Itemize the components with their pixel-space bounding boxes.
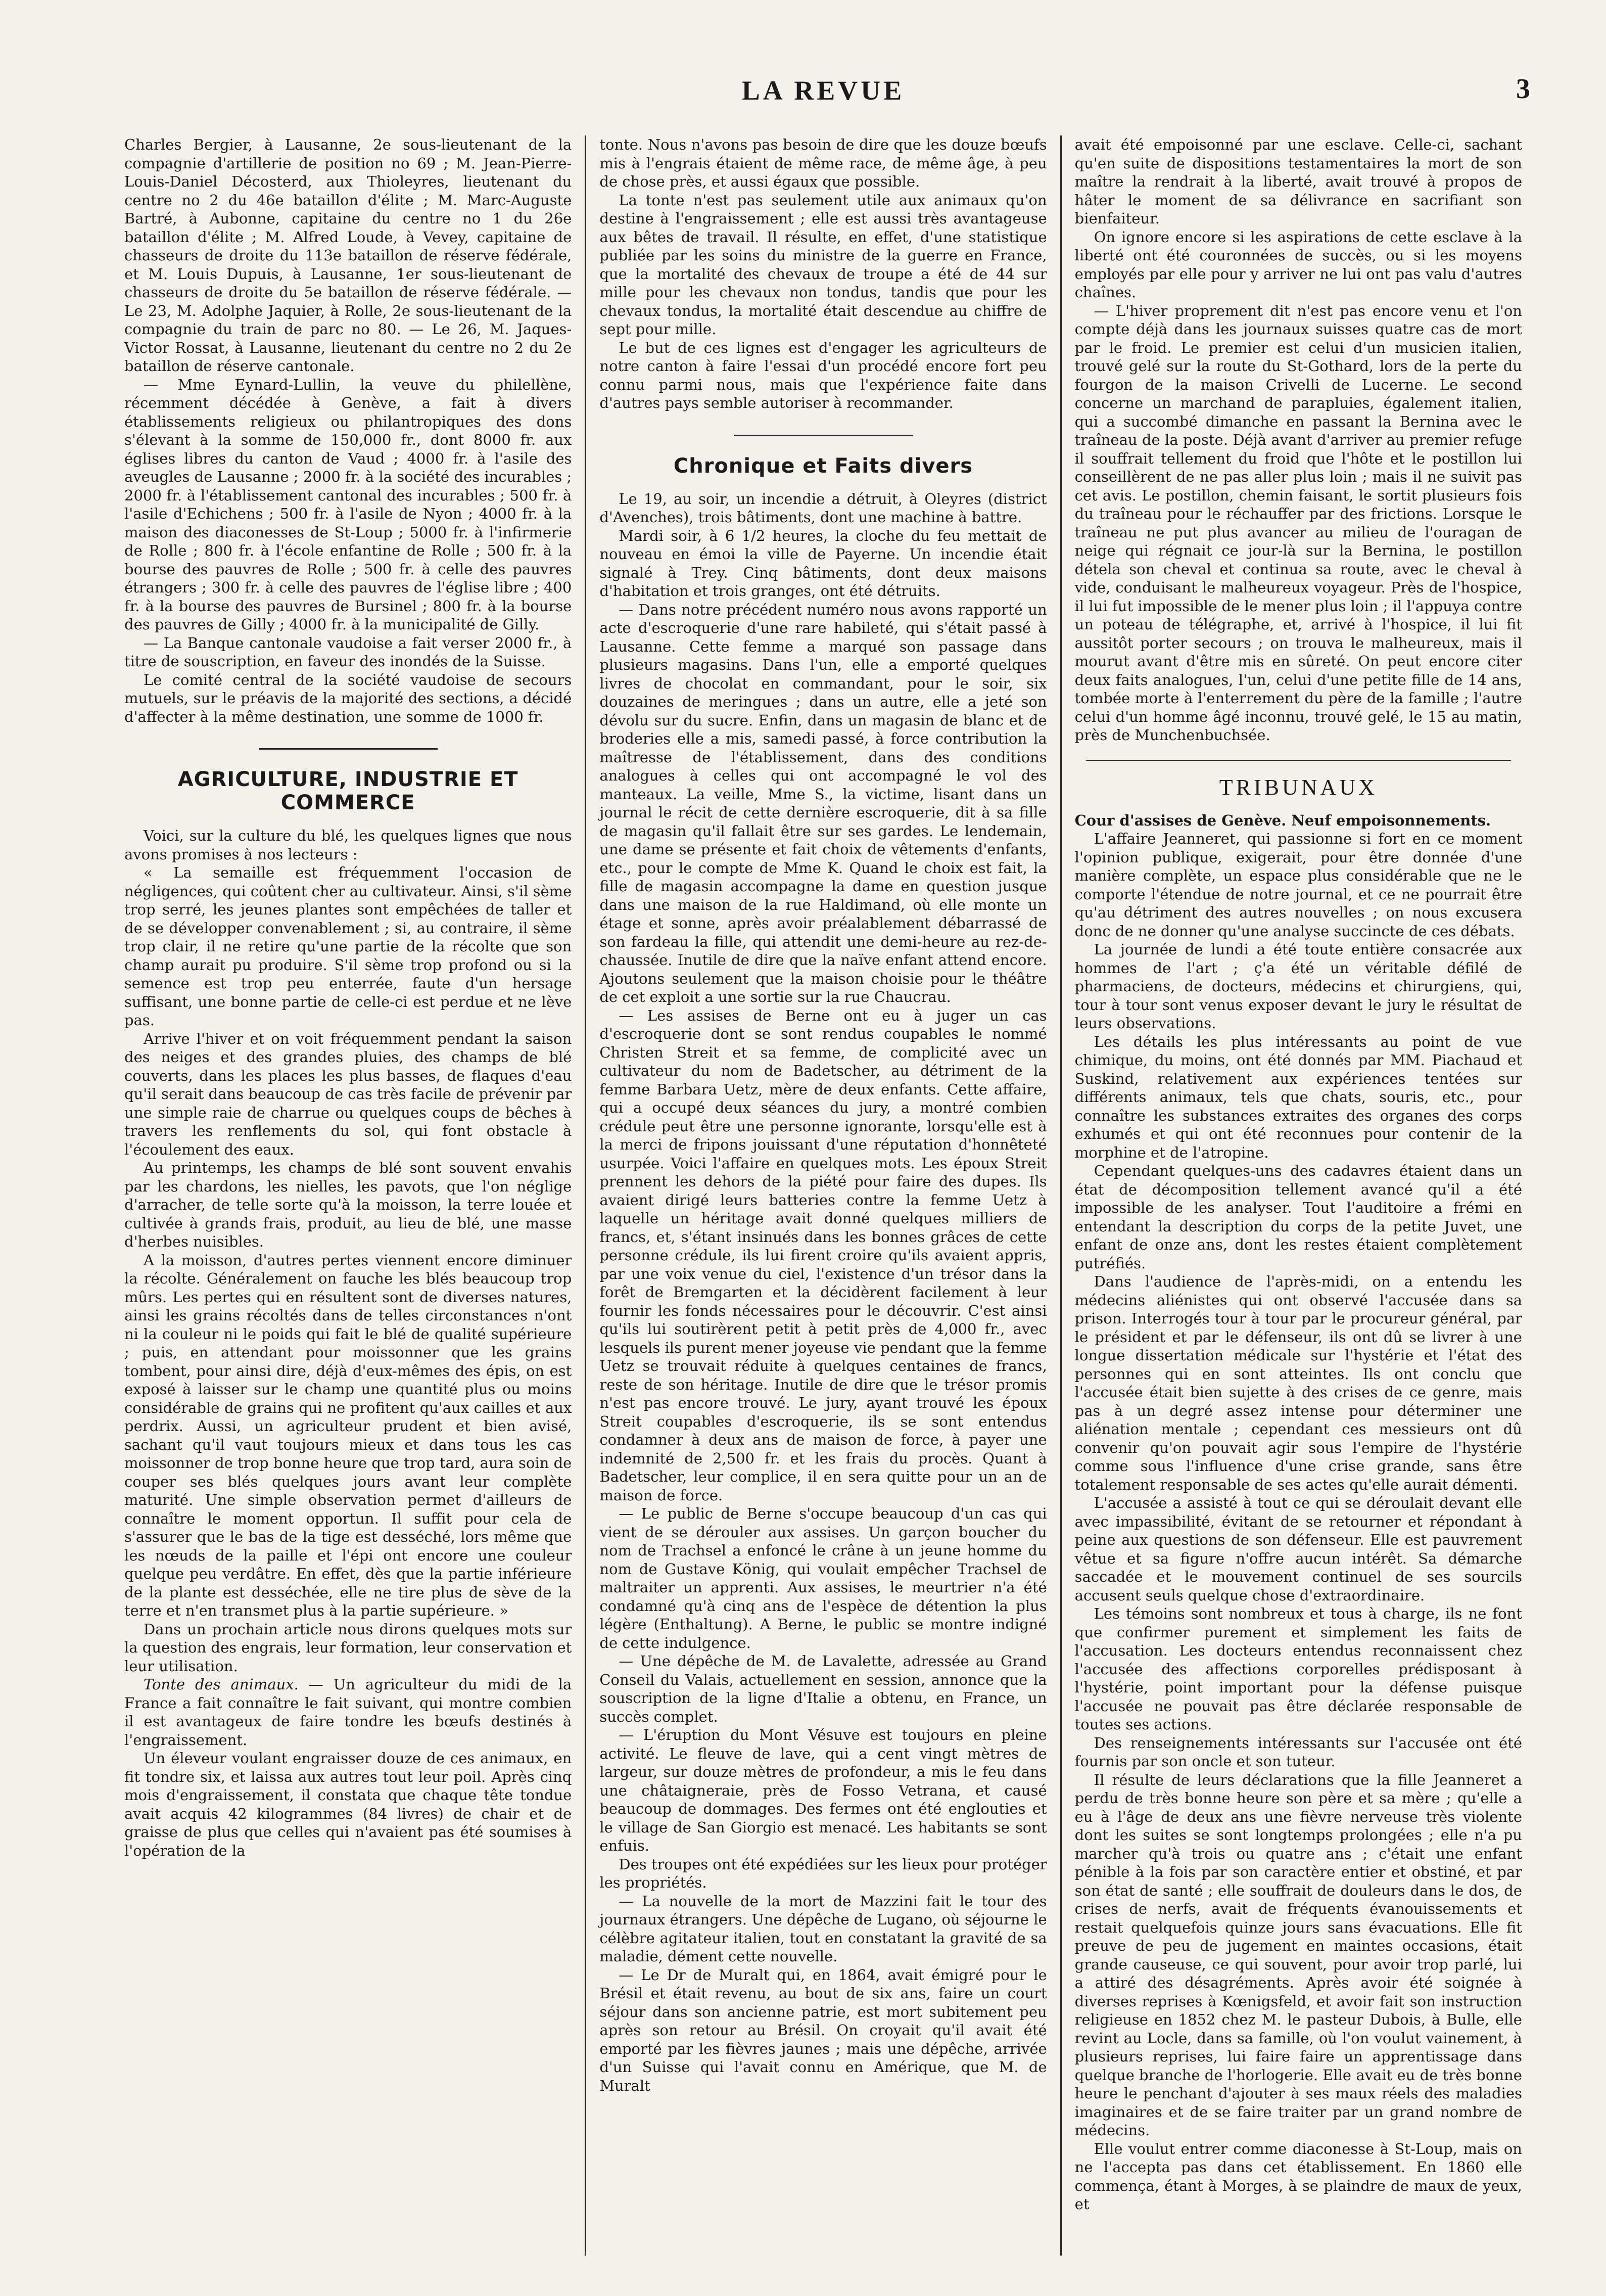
article-paragraph: A la moisson, d'autres pertes viennent encore diminuer la récolte. Généralement on fauche les blés beaucoup trop mûrs. Les pertes qui en résultent sont de diverses natures, ainsi les grains récoltés dans de telles circonstances n'ont ni la couleur ni le poids qui fait le blé de qualité supérieure ; puis, en attendant pour moissonner que les grains tombent, pour ainsi dire, déjà d'eux-mêmes des épis, on est exposé à laisser sur le champ une quantité plus ou moins considérable de grains qui ne profitent qu'aux cailles et aux perdrix. Aussi, un agriculteur prudent et bien avisé, sachant qu'il vaut toujours mieux et dans tous les cas moissonner de trop bonne heure que trop tard, aura soin de couper ses blés quelques jours avant leur complète maturité. Une simple observation permet d'ailleurs de connaître le moment opportun. Il suffit pour cela de s'assurer que le bas de la tige est desséché, lors même que les nœuds de la paille et l'épi ont encore une couleur quelque peu verdâtre. En effet, dès que la partie inférieure de la plante est desséchée, elle ne tire plus de sève de la terre et n'en transmet plus à la partie supérieure. » bbox=[124, 1251, 572, 1619]
subheading: Cour d'assises de Genève. Neuf empoisonnements. bbox=[1074, 811, 1491, 829]
article-paragraph: — Les assises de Berne ont eu à juger un cas d'escroquerie dont se sont rendus coupables le nommé Christen Streit et sa femme, de complicité avec un cultivateur du nom de Badetscher, au détriment de la femme Barbara Uetz, mère de deux enfants. Cette affaire, qui a occupé deux séances du jury, a montré combien crédule peut être une personne ignorante, lorsqu'elle est à la merci de fripons jouissant d'une réputation d'honnêteté usurpée. Voici l'affaire en quelques mots. Les époux Streit prennent les dehors de la piété pour faire des dupes. Ils avaient dirigé leurs batteries contre la femme Uetz à laquelle un héritage avait donné quelques milliers de francs, et, s'étant insinués dans les bonnes grâces de cette personne crédule, ils lui firent croire qu'ils avaient appris, par une voix venue du ciel, l'existence d'un trésor dans la forêt de Bremgarten et la décidèrent facilement à leur fournir les fonds nécessaires pour le découvrir. C'est ainsi qu'ils lui soutirèrent petit à petit près de 4,000 fr., avec lesquels ils purent mener joyeuse vie pendant que la femme Uetz se trouvait réduite à quelques centaines de francs, reste de son héritage. Inutile de dire que le trésor promis n'est pas encore trouvé. Le jury, ayant trouvé les époux Streit coupables d'escroquerie, ils se sont entendus condamner à deux ans de maison de force, à payer une indemnité de 2,500 fr. et les frais du procès. Quant à Badetscher, leur complice, il en sera quitte pour un an de maison de force. bbox=[599, 1006, 1047, 1504]
article-paragraph: Charles Bergier, à Lausanne, 2e sous-lieutenant de la compagnie d'artillerie de position no 69 ; M. Jean-Pierre-Louis-Daniel Décosterd, aux Thioleyres, lieutenant du centre no 2 du 46e bataillon d'élite ; M. Marc-Auguste Bartré, à Aubonne, capitaine du centre no 1 du 26e bataillon d'élite ; M. Alfred Loude, à Vevey, capitaine de chasseurs de droite du 113e bataillon de réserve fédérale, et M. Louis Dupuis, à Lausanne, 1er sous-lieutenant de chasseurs de droite du 5e bataillon de réserve fédérale. — Le 23, M. Adolphe Jaquier, à Rolle, 2e sous-lieutenant de la compagnie du train de parc no 80. — Le 26, M. Jaques-Victor Rossat, à Lausanne, lieutenant du centre no 2 du 2e bataillon de réserve cantonale. bbox=[124, 136, 572, 375]
column-1 bbox=[111, 135, 585, 2256]
article-paragraph: — La nouvelle de la mort de Mazzini fait le tour des journaux étrangers. Une dépêche de Lugano, où séjourne le célèbre agitateur italien, tout en constatant la gravité de sa maladie, dément cette nouvelle. bbox=[599, 1892, 1047, 1965]
article-paragraph: — L'éruption du Mont Vésuve est toujours en pleine activité. Le fleuve de lave, qui a cent vingt mètres de largeur, sur douze mètres de profondeur, a mis le feu dans une châtaigneraie, près de Fosso Vetrana, et causé beaucoup de dommages. Des fermes ont été englouties et le village de San Giorgio est menacé. Les habitants se sont enfuis. bbox=[599, 1726, 1047, 1854]
article-paragraph: L'affaire Jeanneret, qui passionne si fort en ce moment l'opinion publique, exigerait, pour être donnée d'une manière complète, un espace plus considérable que ne le comporte l'étendue de notre journal, et ce ne pourrait être qu'au détriment des autres nouvelles ; on nous excusera donc de ne donner qu'une analyse succincte de ces débats. bbox=[1074, 830, 1522, 940]
article-paragraph: Des troupes ont été expédiées sur les lieux pour protéger les propriétés. bbox=[599, 1855, 1047, 1891]
article-paragraph: Les témoins sont nombreux et tous à charge, ils ne font que confirmer purement et simplement les faits de l'accusation. Les docteurs entendus reconnaissent chez l'accusée des affections corporelles prédisposant à l'hystérie, point important pour la défense puisque l'accusée ne pouvait pas être déclarée responsable de toutes ses actions. bbox=[1074, 1605, 1522, 1733]
section-heading: AGRICULTURE, INDUSTRIE ET COMMERCE bbox=[177, 768, 518, 814]
article-paragraph: — Le Dr de Muralt qui, en 1864, avait émigré pour le Brésil et était revenu, au bout de six ans, faire un court séjour dans son ancienne patrie, est mort subitement peu après son retour au Brésil. On croyait qu'il avait été emporté par les fièvres jaunes ; mais une dépêche, arrivée d'un Suisse qui l'avait connu en Amérique, que M. de Muralt bbox=[599, 1966, 1047, 2094]
article-paragraph: L'accusée a assisté à tout ce qui se déroulait devant elle avec impassibilité, évitant de se retourner et répondant à peine aux questions de son défenseur. Elle est pauvrement vêtue et sa figure n'offre aucun intérêt. Sa démarche saccadée et le mouvement continuel de ses sourcils accusent seuls quelque chose d'extraordinaire. bbox=[1074, 1494, 1522, 1604]
section-divider bbox=[1086, 760, 1511, 761]
article-paragraph: — Mme Eynard-Lullin, la veuve du philellène, récemment décédée à Genève, a fait à divers établissements religieux ou philantropiques des dons s'élevant à la somme de 150,000 fr., dont 8000 fr. aux églises libres du canton de Vaud ; 4000 fr. à l'asile des aveugles de Lausanne ; 2000 fr. à la société des incurables ; 2000 fr. à l'établissement cantonal des incurables ; 500 fr. à l'asile d'Echichens ; 500 fr. à l'asile de Nyon ; 4000 fr. à la maison des diaconesses de St-Loup ; 5000 fr. à l'infirmerie de Rolle ; 800 fr. à l'école enfantine de Rolle ; 500 fr. à la bourse des pauvres de Rolle ; 500 fr. à celle des pauvres étrangers ; 300 fr. à celle des pauvres de l'église libre ; 400 fr. à la bourse des pauvres de Bursinel ; 800 fr. à la bourse des pauvres de Gilly ; 4000 fr. à la municipalité de Gilly. bbox=[124, 376, 572, 633]
article-paragraph: — Le public de Berne s'occupe beaucoup d'un cas qui vient de se dérouler aux assises. Un garçon boucher du nom de Trachsel a enfoncé le crâne à un jeune homme du nom de Gustave König, qui voulait empêcher Trachsel de maltraiter un apprenti. Aux assises, le meurtrier n'a été condamné qu'à cinq ans de l'espèce de détention la plus légère (Enthaltung). A Berne, le public se montre indigné de cette indulgence. bbox=[599, 1505, 1047, 1651]
article-paragraph: Il résulte de leurs déclarations que la fille Jeanneret a perdu de très bonne heure son père et sa mère ; qu'elle a eu à l'âge de deux ans une fièvre nerveuse très violente dont les suites se sont longtemps prolongées ; elle n'a pu marcher qu'à trois ou quatre ans ; c'était une enfant pénible à la fois par son caractère entier et obstiné, et par son état de santé ; elle souffrait de douleurs dans le dos, de crises de nerfs, avait de fréquents évanouissements et restait quelquefois quinze jours sans évacuations. Elle fit preuve de peu de jugement en maintes occasions, était grande causeuse, ce qui souvent, pour avoir trop parlé, lui a attiré des désagréments. Après avoir été soignée à diverses reprises à Kœnigsfeld, et avoir fait son instruction religieuse en 1852 chez M. le pasteur Dubois, à Bulle, elle revint au Locle, dans sa famille, où l'on voulut vainement, à plusieurs reprises, lui faire faire un apprentissage dans quelque branche de l'horlogerie. Elle avait eu de très bonne heure le penchant d'ajouter à ses maux réels des maladies imaginaires et de se faire traiter par un grand nombre de médecins. bbox=[1074, 1771, 1522, 2139]
article-paragraph: — L'hiver proprement dit n'est pas encore venu et l'on compte déjà dans les journaux suisses quatre cas de mort par le froid. Le premier est celui d'un musicien italien, trouvé gelé sur la route du St-Gothard, lors de la perte du fourgon de la maison Crivelli de Lucerne. Le second concerne un marchand de parapluies, également italien, qui a succombé dimanche en passant la Bernina avec le traîneau de la poste. Déjà avant d'arriver au premier refuge il souffrait tellement du froid que l'hôte et le postillon lui conseillèrent de ne pas aller plus loin ; mais il ne suivit pas cet avis. Le postillon, chemin faisant, le sortit plusieurs fois du traîneau pour le réchauffer par des frictions. Lorsque le traîneau ne put plus avancer au milieu de l'ouragan de neige qui régnait ce jour-là sur la Bernina, le postillon détela son cheval et continua sa route, avec le cheval à vide, conduisant le malheureux voyageur. Près de l'hospice, il lui fut impossible de le mener plus loin ; il l'appuya contre un poteau de télégraphe, et, arrivé à l'hospice, il lui fit aussitôt porter secours ; on trouva le malheureux, mais il mourut avant d'être mis en sûreté. On peut encore citer deux faits analogues, l'un, celui d'une petite fille de 14 ans, tombée morte à l'enterrement du père de la famille ; l'autre celui d'un homme âgé inconnu, trouvé gelé, le 15 au matin, près de Munchenbuchsée. bbox=[1074, 302, 1522, 744]
newspaper-title: LA REVUE bbox=[741, 75, 905, 106]
article-paragraph: — Dans notre précédent numéro nous avons rapporté un acte d'escroquerie d'une rare habileté, qui s'était passé à Lausanne. Cette femme a marqué son passage dans plusieurs magasins. Dans l'un, elle a emporté quelques livres de chocolat en commandant, pour le soir, six douzaines de meringues ; dans un autre, elle a jeté son dévolu sur du sucre. Enfin, dans un magasin de blanc et de broderies elle a mis, samedi passé, à force contribution la maîtresse de l'établissement, dans des conditions analogues à celles qui ont accompagné le vol des manteaux. La veille, Mme S., la victime, lisant dans un journal le récit de cette dernière escroquerie, dit à sa fille de magasin qu'il fallait être sur ses gardes. Le lendemain, une dame se présente et fait choix de vêtements d'enfants, etc., pour le compte de Mme K. Quand le choix est fait, la fille de magasin accompagne la dame en question jusque dans une maison de la rue Haldimand, où elle monte un étage et sonne, après avoir préalablement débarrassé de son fardeau la fille, qui attendit une demi-heure au rez-de-chaussée. Inutile de dire que la naïve enfant attend encore. Ajoutons seulement que la maison choisie pour le théâtre de cet exploit a une sortie sur la rue Chaucrau. bbox=[599, 601, 1047, 1005]
article-paragraph: Dans un prochain article nous dirons quelques mots sur la question des engrais, leur formation, leur conservation et leur utilisation. bbox=[124, 1620, 572, 1675]
section-heading: Chronique et Faits divers bbox=[673, 454, 973, 478]
article-paragraph: « La semaille est fréquemment l'occasion de négligences, qui coûtent cher au cultivateur. Ainsi, s'il sème trop serré, les jeunes plantes sont empêchées de taller et de se développer convenablement ; si, au contraire, il sème trop clair, il ne retire qu'une partie de la récolte que son champ aurait pu produire. S'il sème trop profond ou si la semence est trop peu enterrée, faute d'un hersage suffisant, une bonne partie de celle-ci est perdue et ne lève pas. bbox=[124, 864, 572, 1029]
article-paragraph: Le 19, au soir, un incendie a détruit, à Oleyres (district d'Avenches), trois bâtiments, dont une machine à battre. bbox=[599, 490, 1047, 526]
article-paragraph bbox=[124, 1675, 572, 1749]
article-paragraph: Le comité central de la société vaudoise de secours mutuels, sur le préavis de la majorité des sections, a décidé d'affecter à la même destination, une somme de 1000 fr. bbox=[124, 671, 572, 725]
article-paragraph: Les détails les plus intéressants au point de vue chimique, du moins, ont été donnés par MM. Piachaud et Suskind, relativement aux expériences tentées sur différents animaux, tels que chats, souris, etc., pour connaître les substances extraites des organes des corps exhumés et qui ont été reconnues pour contenir de la morphine et de l'atropine. bbox=[1074, 1033, 1522, 1161]
text-columns bbox=[111, 135, 1535, 2256]
article-paragraph: Voici, sur la culture du blé, les quelques lignes que nous avons promises à nos lecteurs : bbox=[124, 827, 572, 863]
article-paragraph: Elle voulut entrer comme diaconesse à St-Loup, mais on ne l'accepta pas dans cet établissement. En 1860 elle commença, étant à Morges, à se plaindre de maux de yeux, et bbox=[1074, 2140, 1522, 2213]
column-3 bbox=[1060, 135, 1535, 2256]
article-paragraph: — Une dépêche de M. de Lavalette, adressée au Grand Conseil du Valais, actuellement en session, annonce que la souscription de la ligne d'Italie a obtenu, en France, un succès complet. bbox=[599, 1652, 1047, 1725]
paragraph-text: — Un agriculteur du midi de la France a fait connaître le fait suivant, qui montre combien il est avantageux de faire tondre les bœufs destinés à l'engraissement. bbox=[124, 1676, 572, 1749]
article-paragraph: La journée de lundi a été toute entière consacrée aux hommes de l'art ; ç'a été un véritable défilé de pharmaciens, de docteurs, médecins et chirurgiens, qui, tour à tour sont venus exposer devant le jury le résultat de leurs observations. bbox=[1074, 941, 1522, 1032]
italic-lead: Tonte des animaux. bbox=[144, 1676, 299, 1693]
article-paragraph: Un éleveur voulant engraisser douze de ces animaux, en fit tondre six, et laissa aux autres tout leur poil. Après cinq mois d'engraissement, il constata que chaque tête tondue avait acquis 42 kilogrammes (84 livres) de chair et de graisse de plus que celles qui n'avaient pas été soumises à l'opération de la bbox=[124, 1750, 572, 1859]
article-paragraph: On ignore encore si les aspirations de cette esclave à la liberté ont été couronnées de succès, ou si les moyens employés par elle pour y arriver ne lui ont pas valu d'autres chaînes. bbox=[1074, 228, 1522, 301]
column-2 bbox=[585, 135, 1060, 2256]
article-paragraph: Dans l'audience de l'après-midi, on a entendu les médecins aliénistes qui ont observé l'accusée dans sa prison. Interrogés tour à tour par le procureur général, par le président et par le défenseur, ils ont dû se livrer à une longue dissertation médicale sur l'hystérie et l'état des personnes qui en sont atteintes. Ils ont conclu que l'accusée était bien sujette à des crises de ce genre, mais pas à un degré assez intense pour déterminer une aliénation mentale ; cependant ces messieurs ont dû convenir qu'on pouvait agir sous l'empire de l'hystérie comme sous l'influence d'une crise grande, sans être totalement responsable de ses actes qu'elle aurait démenti. bbox=[1074, 1273, 1522, 1493]
article-paragraph: tonte. Nous n'avons pas besoin de dire que les douze bœufs mis à l'engrais étaient de même race, de même âge, à peu de chose près, et aussi égaux que possible. bbox=[599, 136, 1047, 190]
article-paragraph: Des renseignements intéressants sur l'accusée ont été fournis par son oncle et son tuteur. bbox=[1074, 1734, 1522, 1770]
article-paragraph: — La Banque cantonale vaudoise a fait verser 2000 fr., à titre de souscription, en faveur des inondés de la Suisse. bbox=[124, 634, 572, 670]
article-paragraph: Mardi soir, à 6 1/2 heures, la cloche du feu mettait de nouveau en émoi la ville de Payerne. Un incendie était signalé à Trey. Cinq bâtiments, dont deux maisons d'habitation et trois granges, ont été détruits. bbox=[599, 527, 1047, 600]
section-divider bbox=[259, 748, 438, 750]
article-paragraph: Arrive l'hiver et on voit fréquemment pendant la saison des neiges et des grandes pluies, des champs de blé couverts, dans les places les plus basses, de flaques d'eau qu'il serait dans beaucoup de cas très facile de prévenir par une simple raie de charrue ou quelques coups de bêches à travers les renflements du sol, qui font obstacle à l'écoulement des eaux. bbox=[124, 1030, 572, 1158]
section-heading: TRIBUNAUX bbox=[1219, 774, 1378, 800]
article-paragraph: La tonte n'est pas seulement utile aux animaux qu'on destine à l'engraissement ; elle est aussi très avantageuse aux bêtes de travail. Il résulte, en effet, d'une statistique publiée par les soins du ministre de la guerre en France, que la mortalité des chevaux de troupe a été de 44 sur mille pour les chevaux non tondus, tandis que pour les chevaux tondus, la mortalité était descendue au chiffre de sept pour mille. bbox=[599, 191, 1047, 338]
article-paragraph: Au printemps, les champs de blé sont souvent envahis par les chardons, les nielles, les pavots, que l'on néglige d'arracher, de telle sorte qu'à la moisson, la terre louée et cultivée à grands frais, produit, au lieu de blé, une masse d'herbes nuisibles. bbox=[124, 1159, 572, 1250]
article-paragraph: Le but de ces lignes est d'engager les agriculteurs de notre canton à faire l'essai d'un procédé encore fort peu connu parmi nous, mais que l'expérience faite dans d'autres pays semble autoriser à recommander. bbox=[599, 339, 1047, 411]
page-number: 3 bbox=[1516, 73, 1530, 105]
article-paragraph: Cependant quelques-uns des cadavres étaient dans un état de décomposition tellement avancé qu'il a été impossible de les analyser. Tout l'auditoire a frémi en entendant la description du corps de la petite Juvet, une enfant de onze ans, dont les restes étaient complètement putréfiés. bbox=[1074, 1162, 1522, 1272]
section-divider bbox=[734, 435, 913, 436]
article-paragraph: avait été empoisonné par une esclave. Celle-ci, sachant qu'en suite de dispositions testamentaires la mort de son maître la rendrait à la liberté, avait trouvé à propos de hâter le moment de sa délivrance en sacrifiant son bienfaiteur. bbox=[1074, 136, 1522, 227]
masthead bbox=[111, 75, 1535, 105]
